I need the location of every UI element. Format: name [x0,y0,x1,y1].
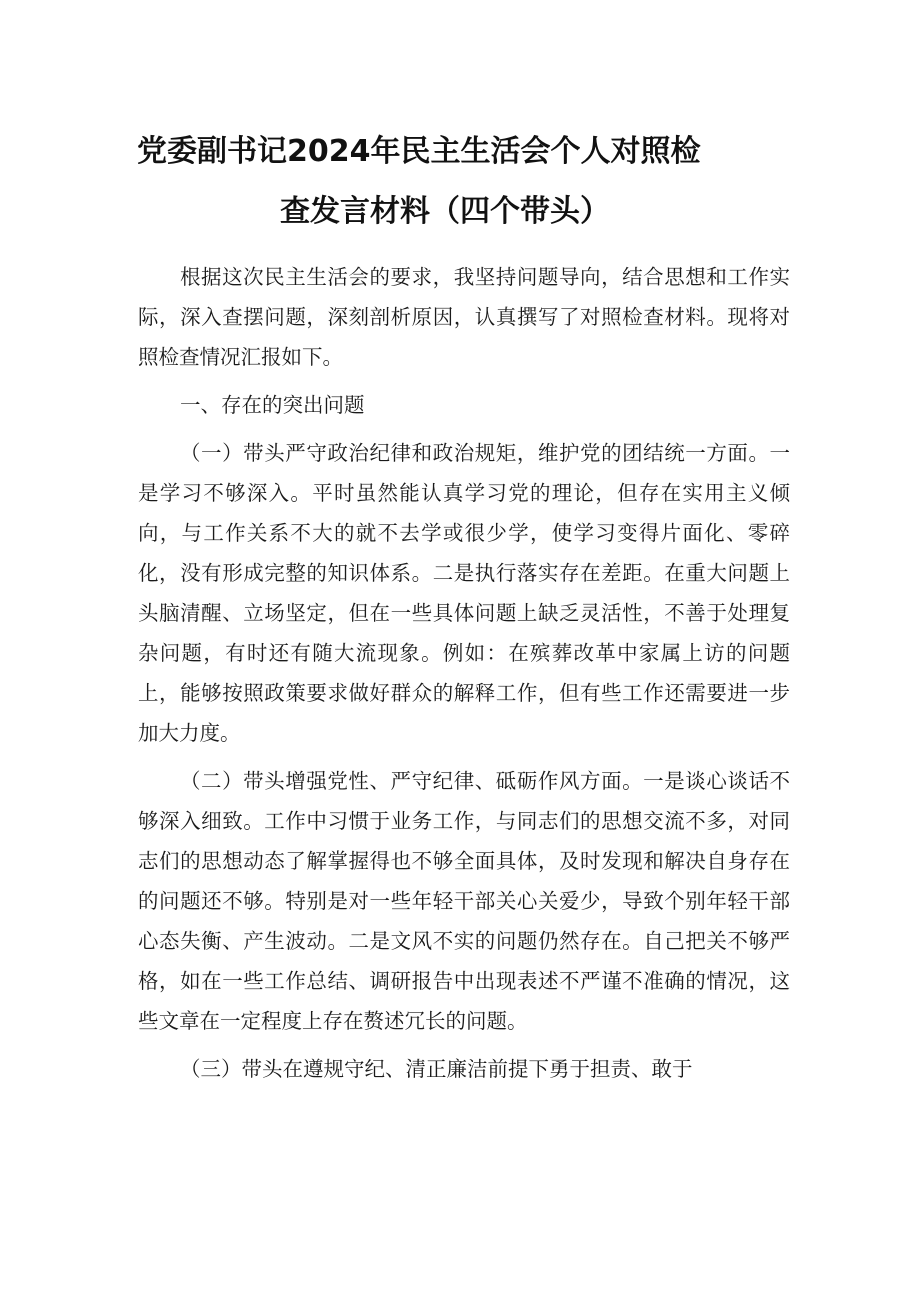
document-body [138,257,790,1097]
intro-paragraph: 根据这次民主生活会的要求，我坚持问题导向，结合思想和工作实际，深入查摆问题，深刻剖析原因，认真撰写了对照检查材料。现将对照检查情况汇报如下。 [138,265,790,369]
item-1-paragraph: （一）带头严守政治纪律和政治规矩，维护党的团结统一方面。一是学习不够深入。平时虽然能认真学习党的理论，但存在实用主义倾向，与工作关系不大的就不去学或很少学，使学习变得片面化、零碎化，没有形成完整的知识体系。二是执行落实存在差距。在重大问题上头脑清醒、立场坚定，但在一些具体问题上缺乏灵活性，不善于处理复杂问题，有时还有随大流现象。例如：在殡葬改革中家属上访的问题上，能够按照政策要求做好群众的解释工作，但有些工作还需要进一步加大力度。 [138,441,790,745]
item-3-paragraph: （三）带头在遵规守纪、清正廉洁前提下勇于担责、敢于 [180,1057,693,1081]
document-title-line-2: 查发言材料（四个带头） [280,194,610,229]
document-title-line-1: 党委副书记2024年民主生活会个人对照检 [137,134,701,169]
item-2-paragraph: （二）带头增强党性、严守纪律、砥砺作风方面。一是谈心谈话不够深入细致。工作中习惯于业务工作，与同志们的思想交流不多，对同志们的思想动态了解掌握得也不够全面具体，及时发现和解决自身存在的问题还不够。特别是对一些年轻干部关心关爱少，导致个别年轻干部心态失衡、产生波动。二是文风不实的问题仍然存在。自己把关不够严格，如在一些工作总结、调研报告中出现表述不严谨不准确的情况，这些文章在一定程度上存在赘述冗长的问题。 [138,769,790,1033]
section-heading: 一、存在的突出问题 [180,393,365,417]
